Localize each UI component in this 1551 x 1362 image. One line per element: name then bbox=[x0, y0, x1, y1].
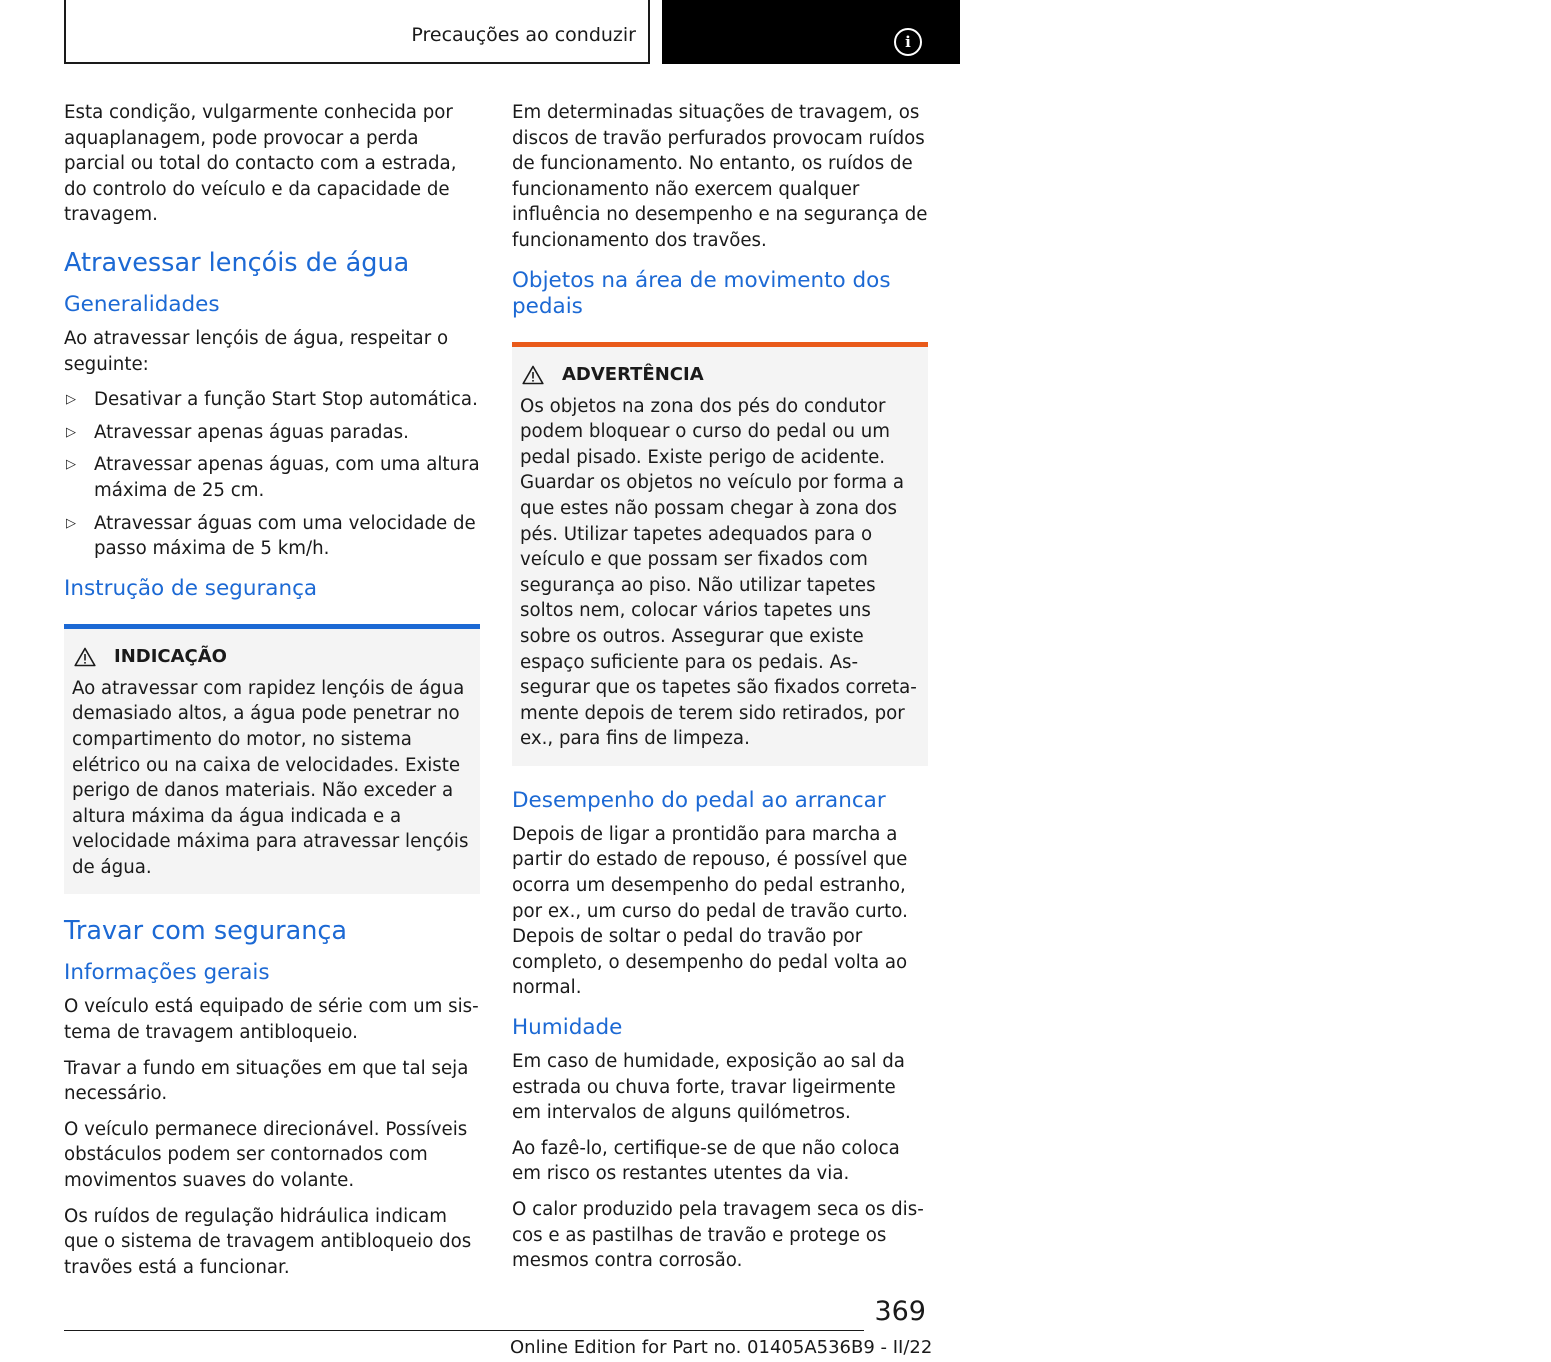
triangle-bullet-icon: ▷ bbox=[66, 392, 76, 408]
pedal-paragraph: Depois de ligar a prontidão para marcha a partir do estado de repouso, é possível que ocorra um desempenho do pedal estranho, por ex., um curso do pedal de travão curto. Depois de soltar o pedal do travão por completo, o desempenho do pedal volta ao normal. bbox=[512, 823, 908, 999]
heading-general: Generalidades bbox=[64, 291, 220, 317]
warning-box bbox=[512, 342, 928, 766]
triangle-bullet-icon: ▷ bbox=[66, 515, 76, 531]
warning-title: ADVERTÊNCIA bbox=[562, 363, 704, 385]
humidity-paragraph-3: O calor produzido pela travagem seca os discos e as pastilhas de travão e protege os mesmos contra corrosão. bbox=[512, 1199, 924, 1272]
notice-title: INDICAÇÃO bbox=[114, 645, 227, 667]
notice-box bbox=[64, 624, 480, 895]
heading-general-info: Informações gerais bbox=[64, 960, 270, 986]
heading-pedal-objects: Objetos na área de movimento dos pedais bbox=[512, 267, 891, 319]
heading-water-crossing: Atravessar lençóis de água bbox=[64, 247, 410, 278]
warning-text: Os objetos na zona dos pés do condutor podem bloquear o curso do pedal ou um pedal pisado. Existe perigo de acidente. Guardar os objetos no veículo por forma a que estes não possam chegar à zona dos pés. Utilizar tapetes adequados para o veículo e que possam ser fixados com segurança ao piso. Não utilizar tapetes soltos nem, colocar vários tapetes uns sobre os outros. Assegurar que existe espaço suficiente para os pedais. Assegurar que os tapetes são fixados corretamente depois de terem sido retirados, por ex., para fins de limpeza. bbox=[520, 395, 917, 750]
warning-triangle-icon bbox=[522, 365, 544, 385]
header-section-title: Precauções ao conduzir bbox=[411, 24, 636, 46]
header-rule-right bbox=[648, 0, 650, 64]
abs-noise-paragraph: Os ruídos de regulação hidráulica indicam que o sistema de travagem antibloqueio dos travões está a funcionar. bbox=[64, 1205, 472, 1278]
warning-triangle-icon bbox=[74, 647, 96, 667]
heading-pedal-performance: Desempenho do pedal ao arrancar bbox=[512, 787, 886, 813]
notice-text: Ao atravessar com rapidez lençóis de água demasiado altos, a água pode penetrar no compartimento do motor, no sistema elétrico ou na caixa de velocidades. Existe perigo de danos materiais. Não exceder a altura máxima da água indicada e a velocidade máxima para atravessar lençóis de água. bbox=[72, 677, 469, 878]
heading-safety-instruction: Instrução de segurança bbox=[64, 575, 318, 601]
list-item: ▷ Atravessar apenas águas paradas. bbox=[64, 420, 480, 446]
list-item: ▷ Desativar a função Start Stop automática. bbox=[64, 387, 480, 413]
abs-paragraph: O veículo está equipado de série com um sistema de travagem antibloqueio. bbox=[64, 996, 479, 1044]
steering-paragraph: O veículo permanece direcionável. Possíveis obstáculos podem ser contornados com movimentos suaves do volante. bbox=[64, 1118, 468, 1192]
header-rule-bottom bbox=[64, 62, 650, 64]
humidity-paragraph-2: Ao fazê-lo, certifique-se de que não coloca em risco os restantes utentes da via. bbox=[512, 1137, 900, 1185]
header-chapter-title: CONDUZIR bbox=[1434, 27, 1551, 49]
header-rule-left bbox=[64, 0, 66, 64]
intro-paragraph: Esta condição, vulgarmente conhecida por aquaplanagem, pode provocar a perda parcial ou total do contacto com a estrada, do controlo do veículo e da capacidade de travagem. bbox=[64, 102, 457, 226]
footer-edition-text: Online Edition for Part no. 01405A536B9 - II/22 bbox=[510, 1337, 933, 1358]
water-crossing-list bbox=[64, 387, 480, 562]
triangle-bullet-icon: ▷ bbox=[66, 457, 76, 473]
page-number: 369 bbox=[874, 1296, 926, 1327]
brake-discs-paragraph: Em determinadas situações de travagem, os discos de travão perfurados provocam ruídos de funcionamento. No entanto, os ruídos de funcionamento não exercem qualquer influência no desempenho e na segurança de funcionamento dos travões. bbox=[512, 102, 928, 251]
info-icon[interactable]: i bbox=[894, 28, 922, 56]
page-header bbox=[0, 0, 1551, 66]
humidity-paragraph-1: Em caso de humidade, exposição ao sal da estrada ou chuva forte, travar ligeirmente em intervalos de alguns quilómetros. bbox=[512, 1051, 905, 1124]
warning-header bbox=[520, 364, 920, 386]
triangle-bullet-icon: ▷ bbox=[66, 424, 76, 440]
notice-header bbox=[72, 646, 472, 668]
hard-brake-paragraph: Travar a fundo em situações em que tal seja necessário. bbox=[64, 1057, 469, 1105]
list-item: ▷ Atravessar apenas águas, com uma altura máxima de 25 cm. bbox=[66, 454, 480, 501]
right-column bbox=[512, 100, 928, 1284]
footer-rule bbox=[64, 1330, 864, 1331]
left-column bbox=[64, 100, 480, 1290]
heading-humidity: Humidade bbox=[512, 1015, 623, 1041]
list-item: ▷ Atravessar águas com uma velocidade de passo máxima de 5 km/h. bbox=[66, 512, 476, 560]
heading-safe-braking: Travar com segurança bbox=[64, 916, 348, 947]
general-paragraph: Ao atravessar lençóis de água, respeitar o seguinte: bbox=[64, 327, 449, 375]
